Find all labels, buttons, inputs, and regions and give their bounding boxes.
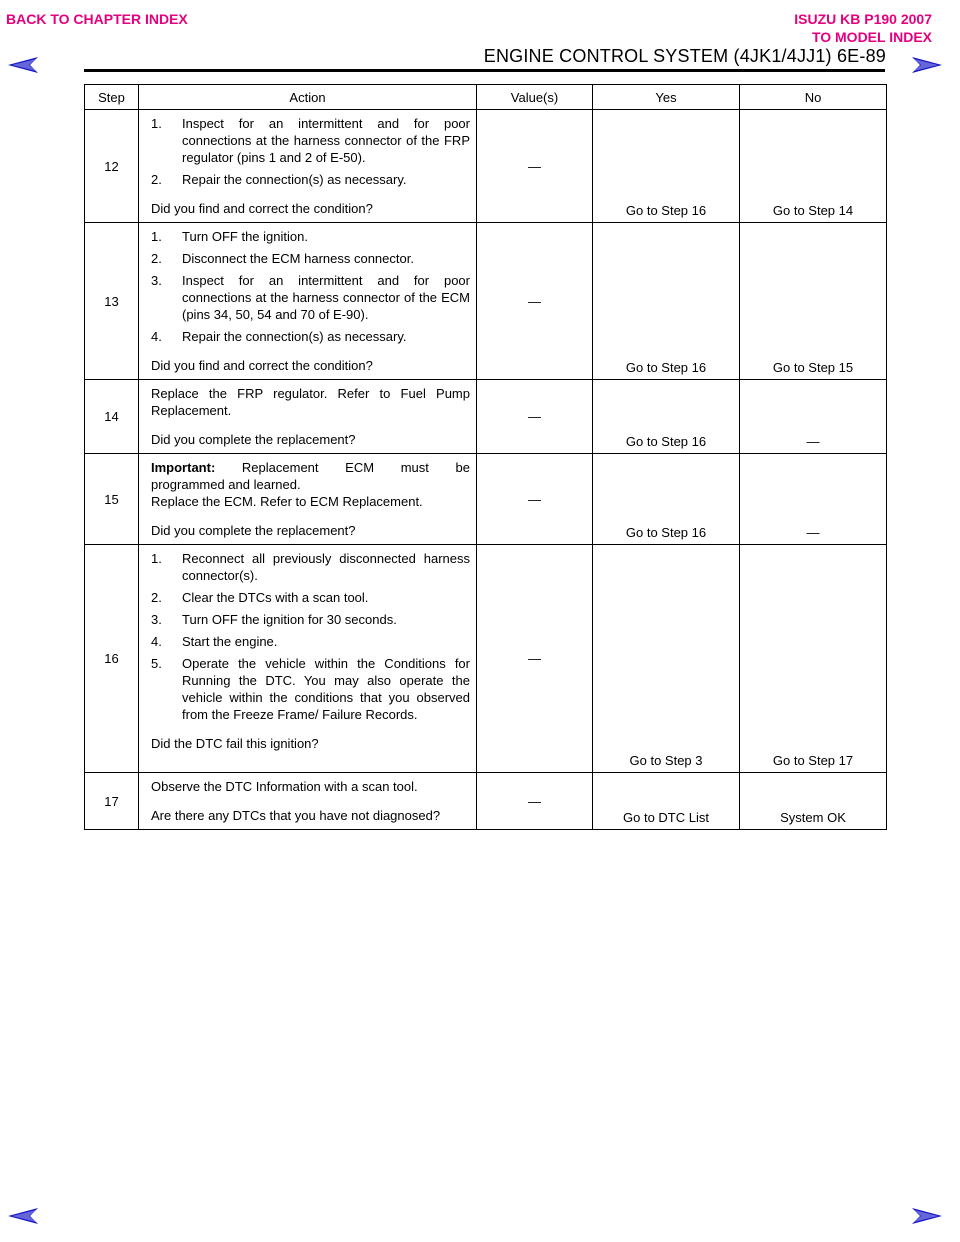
action-question: Are there any DTCs that you have not diagnosed? xyxy=(151,808,441,823)
action-item: 2. Repair the connection(s) as necessary. xyxy=(151,172,407,187)
step-number: 14 xyxy=(85,380,139,454)
no-cell: System OK xyxy=(740,773,887,830)
model-title-link[interactable]: ISUZU KB P190 2007 xyxy=(794,11,932,27)
value-cell: — xyxy=(477,454,593,545)
important-label: Important: xyxy=(151,460,216,475)
action-paragraph: Replace the FRP regulator. Refer to Fuel Pump Replacement. xyxy=(151,386,470,418)
table-row xyxy=(85,773,887,830)
step-number: 12 xyxy=(85,110,139,223)
yes-cell: Go to Step 3 xyxy=(593,545,740,773)
column-header-action: Action xyxy=(139,85,477,110)
back-to-chapter-index-link[interactable]: BACK TO CHAPTER INDEX xyxy=(6,11,188,27)
next-page-arrow-icon[interactable] xyxy=(912,56,942,74)
action-item: 4. Start the engine. xyxy=(151,634,278,649)
important-note-rest: programmed and learned. xyxy=(151,477,301,492)
action-cell xyxy=(139,545,477,773)
yes-cell: Go to Step 16 xyxy=(593,380,740,454)
value-cell: — xyxy=(477,380,593,454)
action-question: Did you find and correct the condition? xyxy=(151,201,373,216)
previous-page-arrow-icon[interactable] xyxy=(8,1207,38,1225)
value-cell: — xyxy=(477,223,593,380)
action-item: 3. Turn OFF the ignition for 30 seconds. xyxy=(151,612,397,627)
important-note: Important: Replacement ECM must be xyxy=(151,460,470,475)
action-question: Did the DTC fail this ignition? xyxy=(151,736,319,751)
table-header-row xyxy=(85,85,887,110)
action-cell xyxy=(139,223,477,380)
action-question: Did you complete the replacement? xyxy=(151,523,356,538)
column-header-no: No xyxy=(740,85,887,110)
action-item: 3. Inspect for an intermittent and for poor connections at the harness connector of the ECM (pins 34, 50, 54 and 70 of E-90). xyxy=(151,273,470,322)
column-header-step: Step xyxy=(85,85,139,110)
yes-cell: Go to DTC List xyxy=(593,773,740,830)
no-cell: Go to Step 17 xyxy=(740,545,887,773)
action-item: 1. Reconnect all previously disconnected harness connector(s). xyxy=(151,551,470,583)
step-number: 15 xyxy=(85,454,139,545)
step-number: 16 xyxy=(85,545,139,773)
to-model-index-link[interactable]: TO MODEL INDEX xyxy=(811,29,932,45)
action-item: 5. Operate the vehicle within the Conditions for Running the DTC. You may also operate the vehicle within the conditions that you observed from the Freeze Frame/ Failure Records. xyxy=(151,656,470,722)
table-row xyxy=(85,223,887,380)
previous-page-arrow-icon[interactable] xyxy=(8,56,38,74)
table-row xyxy=(85,454,887,545)
value-cell: — xyxy=(477,110,593,223)
table-row xyxy=(85,380,887,454)
yes-cell: Go to Step 16 xyxy=(593,454,740,545)
no-cell: — xyxy=(740,454,887,545)
action-question: Did you find and correct the condition? xyxy=(151,358,373,373)
no-cell: Go to Step 15 xyxy=(740,223,887,380)
next-page-arrow-icon[interactable] xyxy=(912,1207,942,1225)
header-rule xyxy=(84,69,885,72)
step-number: 17 xyxy=(85,773,139,830)
action-item: 1. Inspect for an intermittent and for poor connections at the harness connector of the FRP regulator (pins 1 and 2 of E-50). xyxy=(151,116,470,165)
action-paragraph: Replace the ECM. Refer to ECM Replacement. xyxy=(151,494,423,509)
action-item: 2. Disconnect the ECM harness connector. xyxy=(151,251,414,266)
action-paragraph: Observe the DTC Information with a scan tool. xyxy=(151,779,418,794)
yes-cell: Go to Step 16 xyxy=(593,223,740,380)
action-cell xyxy=(139,110,477,223)
action-cell xyxy=(139,454,477,545)
value-cell: — xyxy=(477,545,593,773)
column-header-values: Value(s) xyxy=(477,85,593,110)
action-cell xyxy=(139,380,477,454)
action-question: Did you complete the replacement? xyxy=(151,432,356,447)
no-cell: Go to Step 14 xyxy=(740,110,887,223)
action-item: 4. Repair the connection(s) as necessary. xyxy=(151,329,407,344)
table-row xyxy=(85,110,887,223)
action-item: 2. Clear the DTCs with a scan tool. xyxy=(151,590,369,605)
step-number: 13 xyxy=(85,223,139,380)
no-cell: — xyxy=(740,380,887,454)
value-cell: — xyxy=(477,773,593,830)
action-cell xyxy=(139,773,477,830)
table-row xyxy=(85,545,887,773)
action-item: 1. Turn OFF the ignition. xyxy=(151,229,308,244)
yes-cell: Go to Step 16 xyxy=(593,110,740,223)
diagnostic-table xyxy=(84,84,887,830)
column-header-yes: Yes xyxy=(593,85,740,110)
page-header-title: ENGINE CONTROL SYSTEM (4JK1/4JJ1) 6E-89 xyxy=(483,46,886,66)
